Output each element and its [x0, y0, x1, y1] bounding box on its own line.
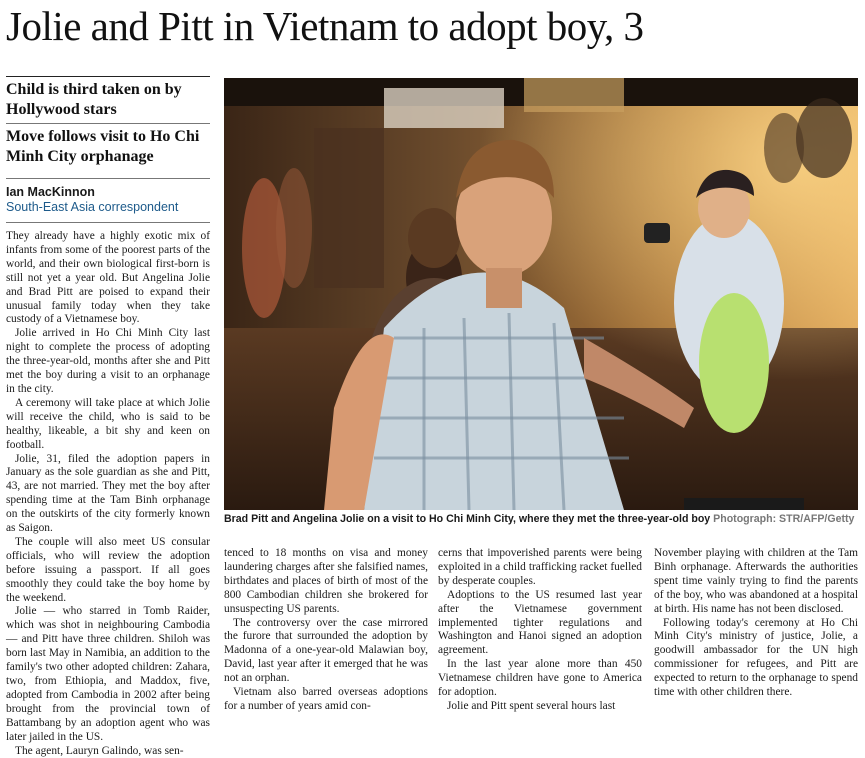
- paragraph: cerns that impoverished parents were being exploited in a child trafficking racket fuelled by desperate couples.: [438, 547, 642, 587]
- news-photo: [224, 78, 858, 510]
- article-column-4: [654, 547, 858, 700]
- paragraph: Jolie arrived in Ho Chi Minh City last night to complete the process of adopting the three-year-old, months after she and Pitt met the boy during a visit to an orphanage in the city.: [6, 327, 210, 395]
- paragraph: tenced to 18 months on visa and money laundering charges after she falsified names, birthdates and places of birth of most of the 800 Cambodian children she brokered for unsuspecting US parents.: [224, 547, 428, 615]
- paragraph: A ceremony will take place at which Jolie will receive the child, who is said to be healthy, likeable, a bit shy and keen on football.: [6, 396, 210, 451]
- byline-rule: [6, 178, 210, 179]
- paragraph: In the last year alone more than 450 Vietnamese children have gone to America for adoption.: [438, 658, 642, 699]
- body-rule: [6, 222, 210, 223]
- paragraph: Jolie and Pitt spent several hours last: [447, 699, 616, 712]
- paragraph: The couple will also meet US consular officials, who will review the adoption before issuing a passport. If all goes smoothly they could take the boy home by the weekend.: [6, 535, 210, 604]
- paragraph: Jolie — who starred in Tomb Raider, which was shot in neighbouring Cambodia — and Pitt have three children. Shiloh was born last May in Namibia, an addition to the family's two other adopted children: Zahara, two, from Ethiopia, and Maddox, five, adopted from Cambodia in 2002 after being brought from the provincial town of Battambang by an adoption agent who was later jailed in the US.: [6, 605, 210, 743]
- paragraph: The controversy over the case mirrored the furore that surrounded the adoption by Madonna of a one-year-old Malawian boy, David, last year after it emerged that he was not an orphan.: [224, 616, 428, 685]
- paragraph: Adoptions to the US resumed last year after the Vietnamese government implemented tighter regulations and Washington and Hanoi signed an adoption agreement.: [438, 588, 642, 657]
- sidebar: [6, 76, 210, 758]
- standfirst-1: Child is third taken on by Hollywood stars: [6, 81, 182, 118]
- article-column-2: [224, 547, 428, 714]
- article-column-1: [6, 230, 210, 758]
- paragraph: Vietnam also barred overseas adoptions for a number of years amid con-: [224, 686, 428, 712]
- paragraph: Jolie, 31, filed the adoption papers in January as the sole guardian as she and Pitt, 43, are not married. They met the boy after spending time at the Tam Binh orphanage on the outskirts of the city formerly known as Saigon.: [6, 452, 210, 535]
- headline: Jolie and Pitt in Vietnam to adopt boy, 3: [6, 3, 644, 49]
- caption-text: Brad Pitt and Angelina Jolie on a visit to Ho Chi Minh City, where they met the three-year-old boy: [224, 513, 711, 525]
- article-column-3: [438, 547, 642, 714]
- paragraph: The agent, Lauryn Galindo, was sen-: [15, 744, 184, 757]
- photo-credit: Photograph: STR/AFP/Getty: [713, 513, 855, 525]
- paragraph: Following today's ceremony at Ho Chi Minh City's ministry of justice, Jolie, a goodwill ambassador for the UN high commissioner for refugees, and Pitt are expected to return to the orphanage to spend time with other children there.: [654, 616, 858, 699]
- byline-role: South-East Asia correspondent: [6, 200, 179, 214]
- standfirst-2: Move follows visit to Ho Chi Minh City orphanage: [6, 128, 200, 165]
- paragraph: They already have a highly exotic mix of infants from some of the poorest parts of the world, and their own biological first-born is still not yet a year old. But Angelina Jolie and Brad Pitt are poised to expand their unusual family today when they take custody of a Vietnamese boy.: [6, 230, 210, 326]
- photo-illustration: [224, 78, 858, 510]
- paragraph: November playing with children at the Tam Binh orphanage. Afterwards the authorities spent time vainly trying to find the parents of the boy, who was abandoned at a hospital at birth. His name has not been disclosed.: [654, 547, 858, 615]
- byline-name: Ian MacKinnon: [6, 185, 95, 199]
- photo-caption: [224, 513, 858, 526]
